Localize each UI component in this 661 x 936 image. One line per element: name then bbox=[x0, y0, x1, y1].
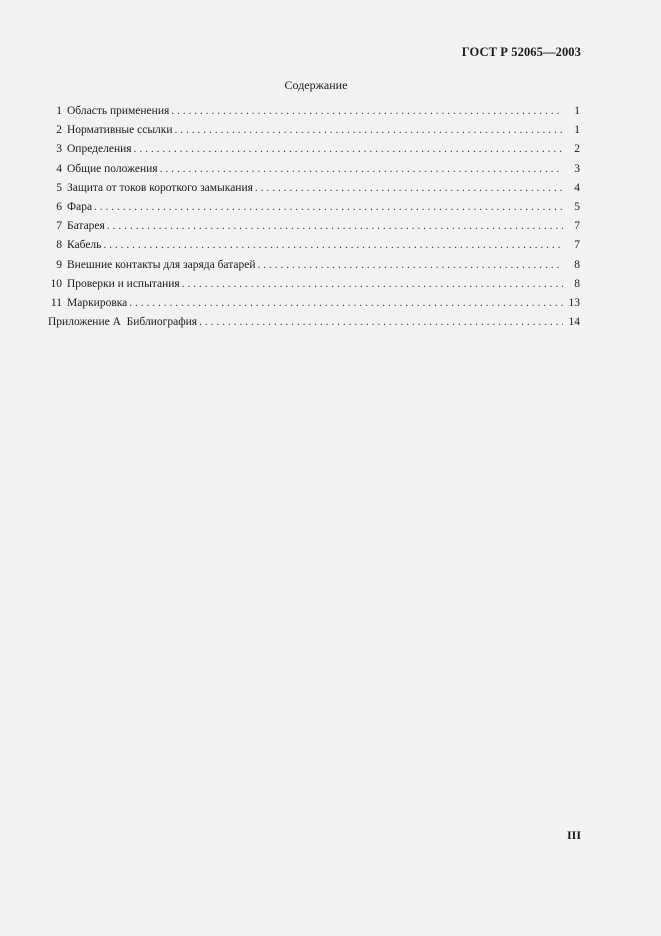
toc-item-page: 5 bbox=[574, 200, 580, 213]
toc-dot-leader bbox=[255, 179, 563, 198]
toc-dot-leader bbox=[107, 217, 563, 236]
toc-item-number: 5 bbox=[56, 181, 62, 194]
table-of-contents bbox=[48, 102, 580, 332]
toc-item-10[interactable] bbox=[48, 275, 580, 294]
toc-item-page: 2 bbox=[574, 143, 580, 156]
toc-item-page: 1 bbox=[574, 124, 580, 137]
toc-dot-leader bbox=[175, 121, 563, 140]
toc-item-page: 14 bbox=[568, 316, 580, 329]
toc-item-number: 7 bbox=[56, 220, 62, 233]
toc-item-title: Определения bbox=[67, 143, 132, 156]
toc-item-5[interactable] bbox=[48, 179, 580, 198]
toc-item-8[interactable] bbox=[48, 236, 580, 255]
toc-dot-leader bbox=[129, 294, 563, 313]
toc-item-page: 4 bbox=[574, 181, 580, 194]
toc-item-title: Нормативные ссылки bbox=[67, 124, 173, 137]
toc-item-7[interactable] bbox=[48, 217, 580, 236]
toc-dot-leader bbox=[171, 102, 563, 121]
toc-item-title: Батарея bbox=[67, 220, 105, 233]
document-header: ГОСТ Р 52065—2003 bbox=[461, 45, 581, 59]
toc-item-number: 8 bbox=[56, 239, 62, 252]
toc-dot-leader bbox=[160, 160, 563, 179]
toc-item-11[interactable] bbox=[48, 294, 580, 313]
toc-item-page: 13 bbox=[568, 296, 580, 309]
toc-item-number: 2 bbox=[56, 124, 62, 137]
toc-item-number: 6 bbox=[56, 200, 62, 213]
toc-item-title: Проверки и испытания bbox=[67, 277, 180, 290]
toc-dot-leader bbox=[258, 256, 563, 275]
toc-item-page: 7 bbox=[574, 239, 580, 252]
toc-dot-leader bbox=[182, 275, 563, 294]
toc-item-title: Фара bbox=[67, 200, 93, 213]
toc-item-page: 1 bbox=[574, 105, 580, 117]
toc-item-2[interactable] bbox=[48, 121, 580, 140]
toc-dot-leader bbox=[94, 198, 563, 217]
toc-item-number: 3 bbox=[56, 143, 62, 156]
toc-title: Содержание bbox=[284, 78, 348, 92]
toc-item-number: 10 bbox=[50, 277, 62, 290]
toc-item-number: 1 bbox=[56, 105, 62, 117]
toc-item-page: 3 bbox=[574, 162, 580, 175]
toc-item-1[interactable] bbox=[48, 102, 580, 121]
toc-item-page: 8 bbox=[574, 258, 580, 271]
toc-item-3[interactable] bbox=[48, 140, 580, 159]
toc-item-9[interactable] bbox=[48, 256, 580, 275]
toc-item-6[interactable] bbox=[48, 198, 580, 217]
toc-item-title: Маркировка bbox=[67, 296, 128, 309]
toc-item-number: 11 bbox=[50, 296, 62, 309]
toc-item-appendix-a[interactable] bbox=[48, 313, 580, 332]
toc-item-title: Общие положения bbox=[67, 162, 158, 175]
toc-item-number: 4 bbox=[56, 162, 62, 175]
toc-item-title: Кабель bbox=[67, 239, 102, 252]
toc-dot-leader bbox=[103, 236, 563, 255]
page-number: III bbox=[566, 828, 581, 842]
toc-item-page: 8 bbox=[574, 277, 580, 290]
toc-item-title: Область применения bbox=[67, 105, 170, 117]
toc-item-4[interactable] bbox=[48, 160, 580, 179]
toc-dot-leader bbox=[199, 313, 563, 332]
toc-dot-leader bbox=[134, 140, 563, 159]
toc-item-title: Приложение А Библиография bbox=[48, 316, 198, 329]
toc-item-number: 9 bbox=[56, 258, 62, 271]
toc-item-title: Внешние контакты для заряда батарей bbox=[67, 258, 256, 271]
toc-item-page: 7 bbox=[574, 220, 580, 233]
toc-item-title: Защита от токов короткого замыкания bbox=[67, 181, 253, 194]
